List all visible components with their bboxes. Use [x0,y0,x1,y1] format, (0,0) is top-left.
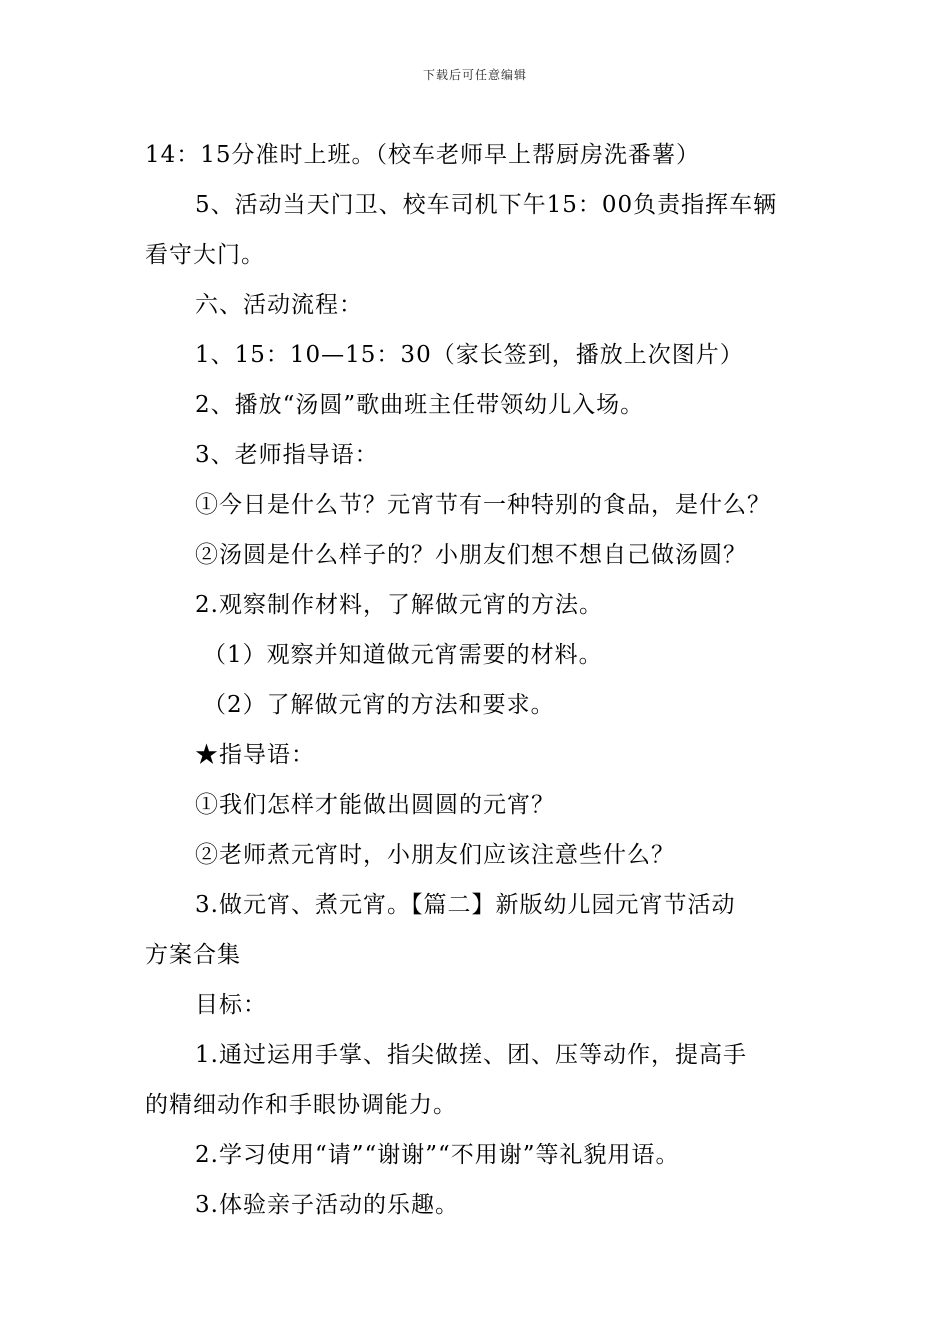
paragraph-line: 方案合集 [145,942,241,968]
paragraph-line: 3.体验亲子活动的乐趣。 [195,1192,459,1218]
section-heading: 六、活动流程： [195,292,363,318]
paragraph-line: ①我们怎样才能做出圆圆的元宵？ [195,792,555,818]
paragraph-line: 14：15分准时上班。（校车老师早上帮厨房洗番薯） [145,142,701,168]
paragraph-line: 2.学习使用“请”“谢谢”“不用谢”等礼貌用语。 [195,1142,680,1168]
paragraph-line: 3.做元宵、煮元宵。【篇二】新版幼儿园元宵节活动 [195,892,736,918]
page-header: 下载后可任意编辑 [422,68,527,82]
paragraph-line: （2）了解做元宵的方法和要求。 [203,692,555,718]
paragraph-line: 的精细动作和手眼协调能力。 [145,1092,457,1118]
paragraph-line: （1）观察并知道做元宵需要的材料。 [203,642,603,668]
paragraph-line: ①今日是什么节？元宵节有一种特别的食品，是什么？ [195,492,771,518]
document-body [145,130,815,1230]
paragraph-line: 看守大门。 [145,242,265,268]
section-heading: 目标： [195,992,267,1018]
paragraph-line: 2.观察制作材料，了解做元宵的方法。 [195,592,603,618]
paragraph-line: ②老师煮元宵时，小朋友们应该注意些什么？ [195,842,675,868]
paragraph-line: 5、活动当天门卫、校车司机下午15：00负责指挥车辆 [195,192,778,218]
paragraph-line: ②汤圆是什么样子的？小朋友们想不想自己做汤圆？ [195,542,747,568]
paragraph-line: 1.通过运用手掌、指尖做搓、团、压等动作，提高手 [195,1042,747,1068]
paragraph-line: 3、老师指导语： [195,442,379,468]
paragraph-line: 1、15：10—15：30（家长签到，播放上次图片） [195,342,744,368]
paragraph-line: ★指导语： [195,742,315,768]
paragraph-line: 2、播放“汤圆”歌曲班主任带领幼儿入场。 [195,392,645,418]
